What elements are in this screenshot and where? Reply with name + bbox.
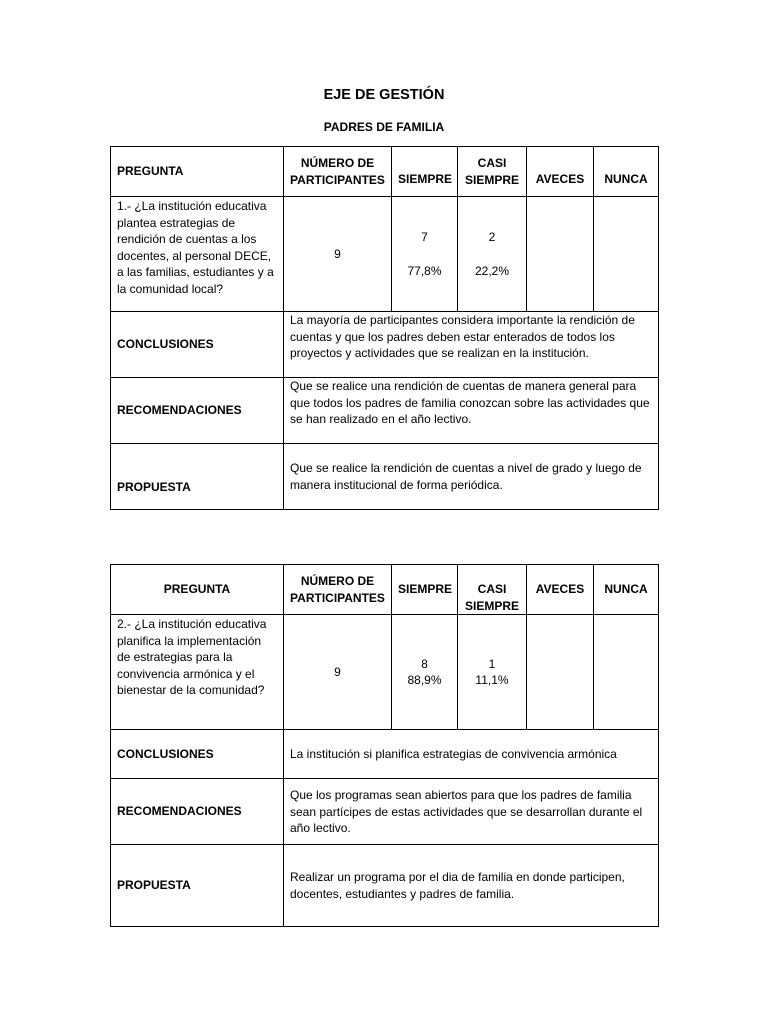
siempre-cell <box>392 197 458 312</box>
propuesta-row <box>111 444 659 510</box>
header-row <box>111 565 659 615</box>
casi-siempre-percent: 22,2% <box>474 263 510 278</box>
header-casi-siempre: CASI SIEMPRE <box>458 147 527 197</box>
recomendaciones-text: Que los programas sean abiertos para que los padres de familia sean partícipes de estas actividades que se desarrollan durante el año lectivo. <box>284 779 659 845</box>
page-title: EJE DE GESTIÓN <box>323 87 445 103</box>
header-siempre: SIEMPRE <box>392 565 458 615</box>
header-nunca: NUNCA <box>594 147 659 197</box>
conclusiones-label: CONCLUSIONES <box>111 730 284 779</box>
header-row <box>111 147 659 197</box>
header-siempre: SIEMPRE <box>392 147 458 197</box>
header-participantes: NÚMERO DE PARTICIPANTES <box>284 565 392 615</box>
casi-siempre-count: 1 <box>488 656 496 671</box>
recomendaciones-row <box>111 378 659 444</box>
question-row <box>111 197 659 312</box>
siempre-percent: 88,9% <box>407 673 442 687</box>
propuesta-row <box>111 845 659 927</box>
question-text: 1.- ¿La institución educativa plantea estrategias de rendición de cuentas a los docentes, al personal DECE, a las familias, estudiantes y a la comunidad local? <box>111 197 284 312</box>
page-subtitle: PADRES DE FAMILIA <box>323 120 445 134</box>
survey-table-2 <box>110 564 659 927</box>
header-nunca: NUNCA <box>594 565 659 615</box>
aveces-value <box>527 615 594 730</box>
aveces-value <box>527 197 594 312</box>
siempre-count: 7 <box>421 230 428 244</box>
nunca-value <box>594 197 659 312</box>
propuesta-label: PROPUESTA <box>111 845 284 927</box>
siempre-cell <box>392 615 458 730</box>
casi-siempre-cell <box>458 197 527 312</box>
conclusiones-text: La mayoría de participantes considera importante la rendición de cuentas y que los padres deben estar enterados de todos los proyectos y actividades que se realizan en la institución. <box>284 312 659 378</box>
conclusiones-text: La institución si planifica estrategias de convivencia armónica <box>284 730 659 779</box>
header-casi-siempre: CASI SIEMPRE <box>458 565 527 615</box>
recomendaciones-label: RECOMENDACIONES <box>111 378 284 444</box>
conclusiones-row <box>111 730 659 779</box>
recomendaciones-text: Que se realice una rendición de cuentas de manera general para que todos los padres de familia conozcan sobre las actividades que se han realizado en el año lectivo. <box>284 378 659 444</box>
casi-siempre-percent: 11,1% <box>475 673 509 687</box>
propuesta-text: Realizar un programa por el dia de familia en donde participen, docentes, estudiantes y padres de familia. <box>284 845 659 927</box>
recomendaciones-row <box>111 779 659 845</box>
survey-table-1 <box>110 146 659 510</box>
header-participantes: NÚMERO DE PARTICIPANTES <box>284 147 392 197</box>
casi-siempre-cell <box>458 615 527 730</box>
siempre-percent: 77,8% <box>407 263 442 278</box>
participants-count: 9 <box>284 615 392 730</box>
header-aveces: AVECES <box>527 565 594 615</box>
nunca-value <box>594 615 659 730</box>
recomendaciones-label: RECOMENDACIONES <box>111 779 284 845</box>
header-pregunta: PREGUNTA <box>111 147 284 197</box>
question-text: 2.- ¿La institución educativa planifica la implementación de estrategias para la convivencia armónica y el bienestar de la comunidad? <box>111 615 284 730</box>
header-aveces: AVECES <box>527 147 594 197</box>
conclusiones-row <box>111 312 659 378</box>
propuesta-text: Que se realice la rendición de cuentas a nivel de grado y luego de manera institucional de forma periódica. <box>284 444 659 510</box>
siempre-count: 8 <box>421 656 428 671</box>
casi-siempre-count: 2 <box>488 230 496 244</box>
conclusiones-label: CONCLUSIONES <box>111 312 284 378</box>
header-pregunta: PREGUNTA <box>111 565 284 615</box>
question-row <box>111 615 659 730</box>
participants-count: 9 <box>284 197 392 312</box>
propuesta-label: PROPUESTA <box>111 444 284 510</box>
